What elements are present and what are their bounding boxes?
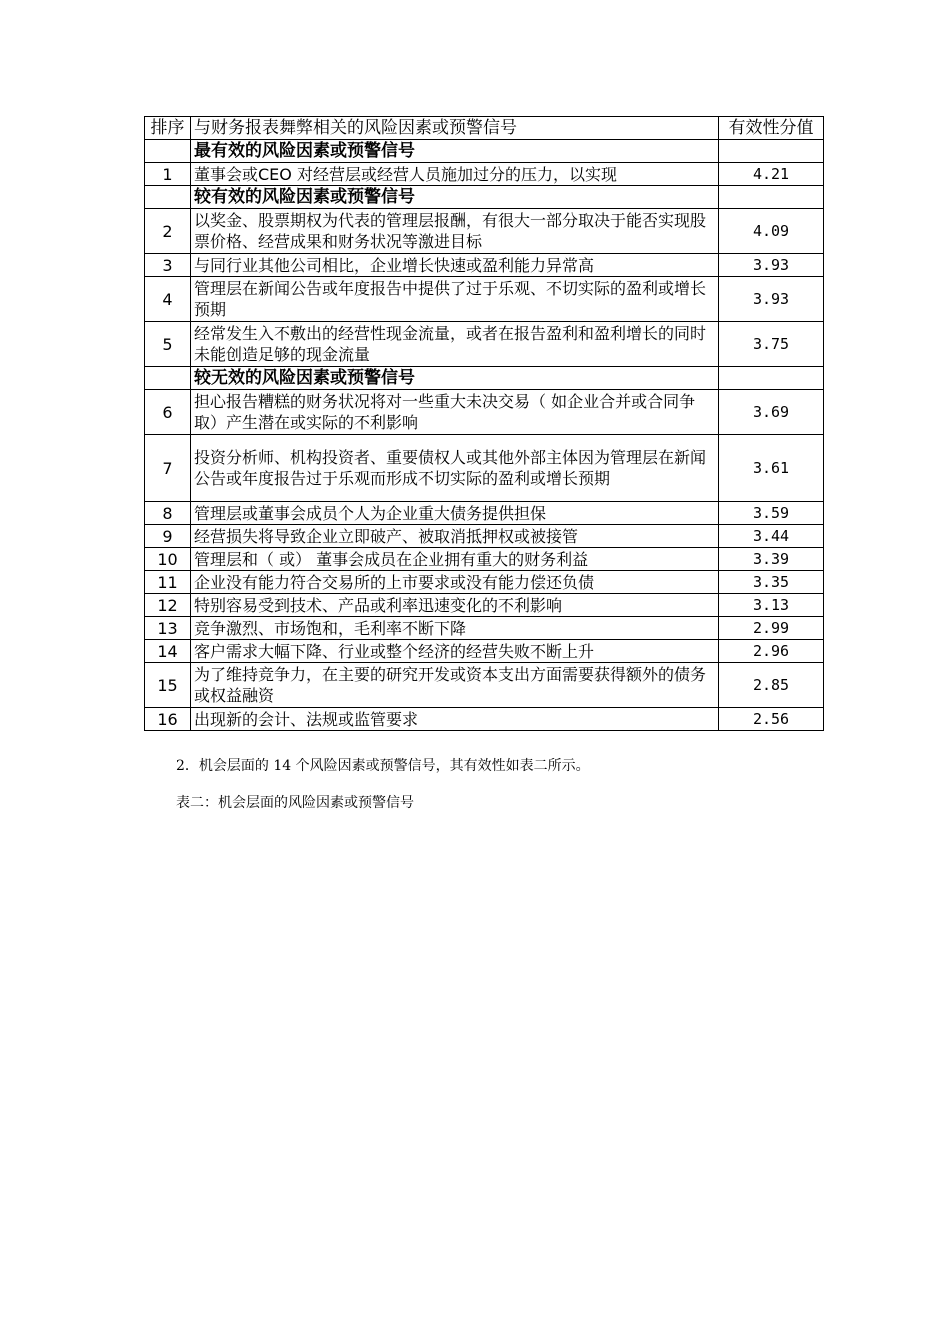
factor-cell: 管理层在新闻公告或年度报告中提供了过于乐观、不切实际的盈利或增长预期 (191, 277, 719, 322)
table-row (145, 525, 824, 548)
factor-cell: 管理层或董事会成员个人为企业重大债务提供担保 (191, 502, 719, 525)
value-cell: 3.69 (719, 390, 824, 435)
header-value: 有效性分值 (719, 117, 824, 140)
table-row (145, 548, 824, 571)
rank-cell: 11 (145, 571, 191, 594)
rank-cell: 4 (145, 277, 191, 322)
table-row (145, 663, 824, 708)
group-row-most-effective (145, 140, 824, 163)
value-cell: 3.93 (719, 277, 824, 322)
factor-cell: 董事会或CEO 对经营层或经营人员施加过分的压力，以实现 (191, 163, 719, 186)
value-cell: 3.44 (719, 525, 824, 548)
group-label: 最有效的风险因素或预警信号 (191, 140, 719, 163)
rank-cell: 16 (145, 708, 191, 731)
header-factor: 与财务报表舞弊相关的风险因素或预警信号 (191, 117, 719, 140)
rank-cell: 2 (145, 209, 191, 254)
factor-cell: 竞争激烈、市场饱和，毛利率不断下降 (191, 617, 719, 640)
table-caption: 表二：机会层面的风险因素或预警信号 (176, 795, 414, 811)
table-row (145, 390, 824, 435)
rank-cell: 8 (145, 502, 191, 525)
table-row (145, 322, 824, 367)
value-cell: 4.21 (719, 163, 824, 186)
factor-cell: 经营损失将导致企业立即破产、被取消抵押权或被接管 (191, 525, 719, 548)
table-row (145, 640, 824, 663)
table-row (145, 571, 824, 594)
table-row (145, 254, 824, 277)
value-cell: 2.99 (719, 617, 824, 640)
factor-cell: 出现新的会计、法规或监管要求 (191, 708, 719, 731)
value-cell: 3.75 (719, 322, 824, 367)
group-row-fairly-effective (145, 186, 824, 209)
value-cell: 4.09 (719, 209, 824, 254)
value-cell: 3.59 (719, 502, 824, 525)
table-row (145, 502, 824, 525)
rank-cell: 14 (145, 640, 191, 663)
group-label: 较无效的风险因素或预警信号 (191, 367, 719, 390)
group-label: 较有效的风险因素或预警信号 (191, 186, 719, 209)
value-cell: 3.93 (719, 254, 824, 277)
group-row-less-effective (145, 367, 824, 390)
factor-cell: 管理层和（ 或） 董事会成员在企业拥有重大的财务利益 (191, 548, 719, 571)
rank-cell: 5 (145, 322, 191, 367)
value-cell: 2.85 (719, 663, 824, 708)
risk-factor-table (144, 116, 824, 731)
value-cell: 3.39 (719, 548, 824, 571)
rank-cell: 7 (145, 435, 191, 502)
rank-cell: 10 (145, 548, 191, 571)
table-header-row (145, 117, 824, 140)
rank-cell: 13 (145, 617, 191, 640)
factor-cell: 客户需求大幅下降、行业或整个经济的经营失败不断上升 (191, 640, 719, 663)
value-cell: 3.35 (719, 571, 824, 594)
factor-cell: 与同行业其他公司相比，企业增长快速或盈利能力异常高 (191, 254, 719, 277)
rank-cell: 12 (145, 594, 191, 617)
factor-cell: 以奖金、股票期权为代表的管理层报酬，有很大一部分取决于能否实现股票价格、经营成果和财务状况等激进目标 (191, 209, 719, 254)
factor-cell: 经常发生入不敷出的经营性现金流量，或者在报告盈利和盈利增长的同时未能创造足够的现金流量 (191, 322, 719, 367)
factor-cell: 为了维持竞争力，在主要的研究开发或资本支出方面需要获得额外的债务或权益融资 (191, 663, 719, 708)
table-row (145, 163, 824, 186)
value-cell: 3.13 (719, 594, 824, 617)
rank-cell: 1 (145, 163, 191, 186)
table-row (145, 708, 824, 731)
value-cell: 2.56 (719, 708, 824, 731)
header-rank: 排序 (145, 117, 191, 140)
value-cell: 2.96 (719, 640, 824, 663)
table-row (145, 277, 824, 322)
table-row (145, 435, 824, 502)
table-row (145, 594, 824, 617)
rank-cell: 15 (145, 663, 191, 708)
factor-cell: 特别容易受到技术、产品或利率迅速变化的不利影响 (191, 594, 719, 617)
rank-cell: 9 (145, 525, 191, 548)
factor-cell: 企业没有能力符合交易所的上市要求或没有能力偿还负债 (191, 571, 719, 594)
factor-cell: 担心报告糟糕的财务状况将对一些重大未决交易（ 如企业合并或合同争取）产生潜在或实际的不利影响 (191, 390, 719, 435)
table-row (145, 209, 824, 254)
body-paragraph: 2．机会层面的 14 个风险因素或预警信号，其有效性如表二所示。 (176, 758, 590, 774)
factor-cell: 投资分析师、机构投资者、重要债权人或其他外部主体因为管理层在新闻公告或年度报告过于乐观而形成不切实际的盈利或增长预期 (191, 435, 719, 502)
value-cell: 3.61 (719, 435, 824, 502)
table-row (145, 617, 824, 640)
rank-cell: 3 (145, 254, 191, 277)
rank-cell: 6 (145, 390, 191, 435)
